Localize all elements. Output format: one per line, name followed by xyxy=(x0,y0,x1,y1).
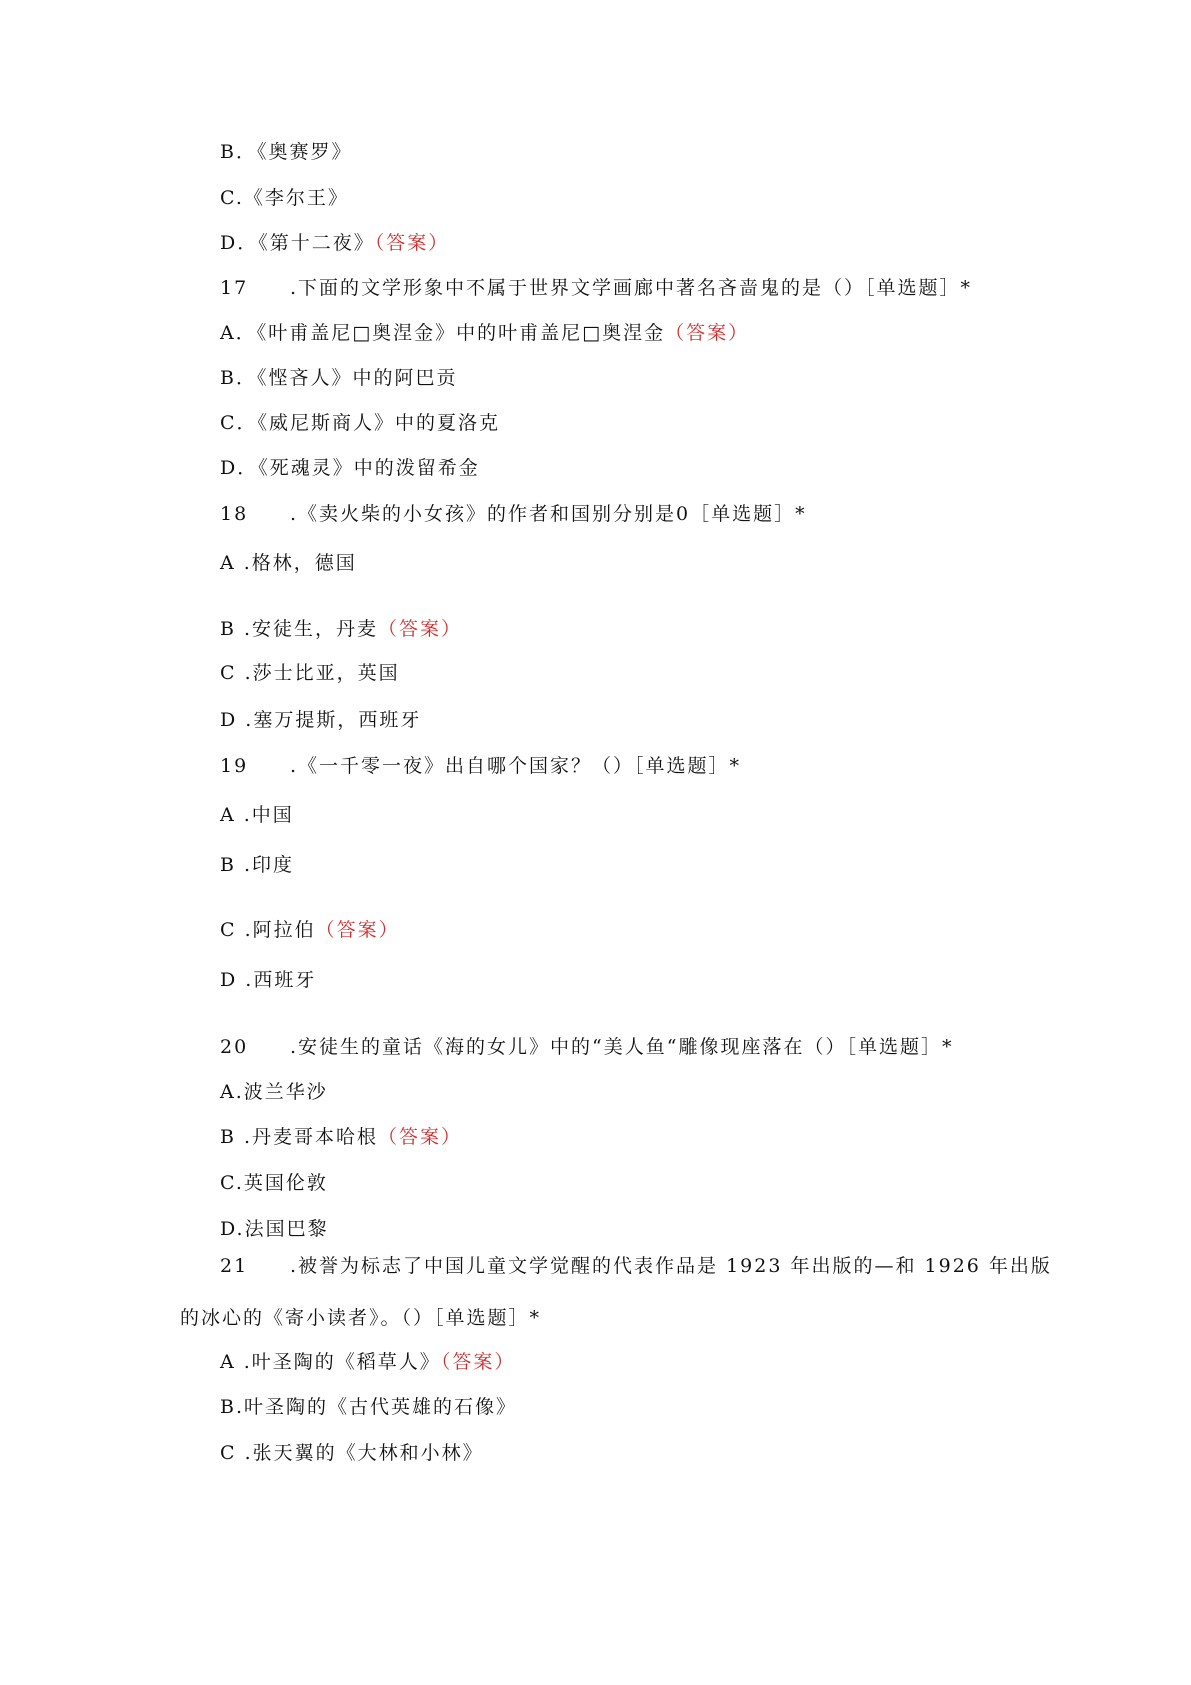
option-text: B .丹麦哥本哈根 xyxy=(220,1126,379,1148)
option-text: B．《奥赛罗》 xyxy=(220,141,353,163)
question-text: .被誉为标志了中国儿童文学觉醒的代表作品是 1923 年出版的—和 1926 年出版 xyxy=(290,1255,1052,1277)
question-number: 21 xyxy=(220,1255,249,1277)
question-17 xyxy=(220,276,972,300)
question-text-continuation xyxy=(180,1306,541,1330)
option-text: C.《李尔王》 xyxy=(220,187,349,209)
answer-option xyxy=(220,1171,328,1195)
answer-option xyxy=(220,1441,484,1465)
option-text: A．《叶甫盖尼□奥涅金》中的叶甫盖尼□奥涅金 xyxy=(220,322,666,344)
answer-option xyxy=(220,366,457,390)
answer-option xyxy=(220,140,352,164)
question-19 xyxy=(220,754,741,778)
option-text: B.叶圣陶的《古代英雄的石像》 xyxy=(220,1396,518,1418)
question-text: .安徒生的童话《海的女儿》中的“美人鱼“雕像现座落在（）［单选题］* xyxy=(290,1036,954,1058)
correct-answer-marker: （答案） xyxy=(374,232,450,254)
option-text: B .安徒生，丹麦 xyxy=(220,618,379,640)
option-text: C .莎士比亚，英国 xyxy=(220,662,400,684)
question-21 xyxy=(220,1254,1052,1278)
answer-option xyxy=(220,803,294,827)
answer-option xyxy=(220,1217,329,1241)
question-20 xyxy=(220,1035,953,1059)
option-text: D .西班牙 xyxy=(220,969,317,991)
answer-option xyxy=(220,617,462,641)
question-text: .《卖火柴的小女孩》的作者和国别分别是0［单选题］* xyxy=(290,503,807,525)
correct-answer-marker: （答案） xyxy=(378,618,463,640)
option-text: C.英国伦敦 xyxy=(220,1172,328,1194)
answer-option xyxy=(220,968,316,992)
answer-option xyxy=(220,661,400,685)
option-text: D.法国巴黎 xyxy=(220,1218,329,1240)
answer-option xyxy=(220,456,480,480)
option-text: A .中国 xyxy=(220,804,294,826)
answer-option xyxy=(220,853,294,877)
answer-option xyxy=(220,1080,328,1104)
correct-answer-marker: （答案） xyxy=(440,1351,516,1373)
correct-answer-marker: （答案） xyxy=(315,919,400,941)
option-text: B .印度 xyxy=(220,854,295,876)
answer-option xyxy=(220,1350,515,1374)
option-text: A .格林，德国 xyxy=(220,552,357,574)
answer-option xyxy=(220,231,449,255)
correct-answer-marker: （答案） xyxy=(378,1126,463,1148)
answer-option xyxy=(220,1395,517,1419)
question-text: 的冰心的《寄小读者》。（）［单选题］* xyxy=(180,1307,542,1329)
question-text: .下面的文学形象中不属于世界文学画廊中著名吝啬鬼的是（）［单选题］* xyxy=(290,277,973,299)
answer-option xyxy=(220,551,357,575)
correct-answer-marker: （答案） xyxy=(665,322,750,344)
answer-option xyxy=(220,186,349,210)
option-text: A.波兰华沙 xyxy=(220,1081,328,1103)
question-number: 20 xyxy=(220,1036,249,1058)
answer-option xyxy=(220,1125,462,1149)
option-text: D．《死魂灵》中的泼留希金 xyxy=(220,457,480,479)
answer-option xyxy=(220,321,749,345)
question-text: .《一千零一夜》出自哪个国家？（）［单选题］* xyxy=(290,755,742,777)
answer-option xyxy=(220,918,400,942)
option-text: A .叶圣陶的《稻草人》 xyxy=(220,1351,441,1373)
question-number: 18 xyxy=(220,503,249,525)
question-number: 19 xyxy=(220,755,249,777)
option-text: C .阿拉伯 xyxy=(220,919,316,941)
option-text: C .张天翼的《大林和小林》 xyxy=(220,1442,484,1464)
option-text: D .塞万提斯，西班牙 xyxy=(220,709,422,731)
answer-option xyxy=(220,411,500,435)
option-text: C．《威尼斯商人》中的夏洛克 xyxy=(220,412,501,434)
answer-option xyxy=(220,708,421,732)
question-number: 17 xyxy=(220,277,249,299)
question-18 xyxy=(220,502,807,526)
option-text: B．《悭吝人》中的阿巴贡 xyxy=(220,367,458,389)
option-text: D．《第十二夜》 xyxy=(220,232,375,254)
